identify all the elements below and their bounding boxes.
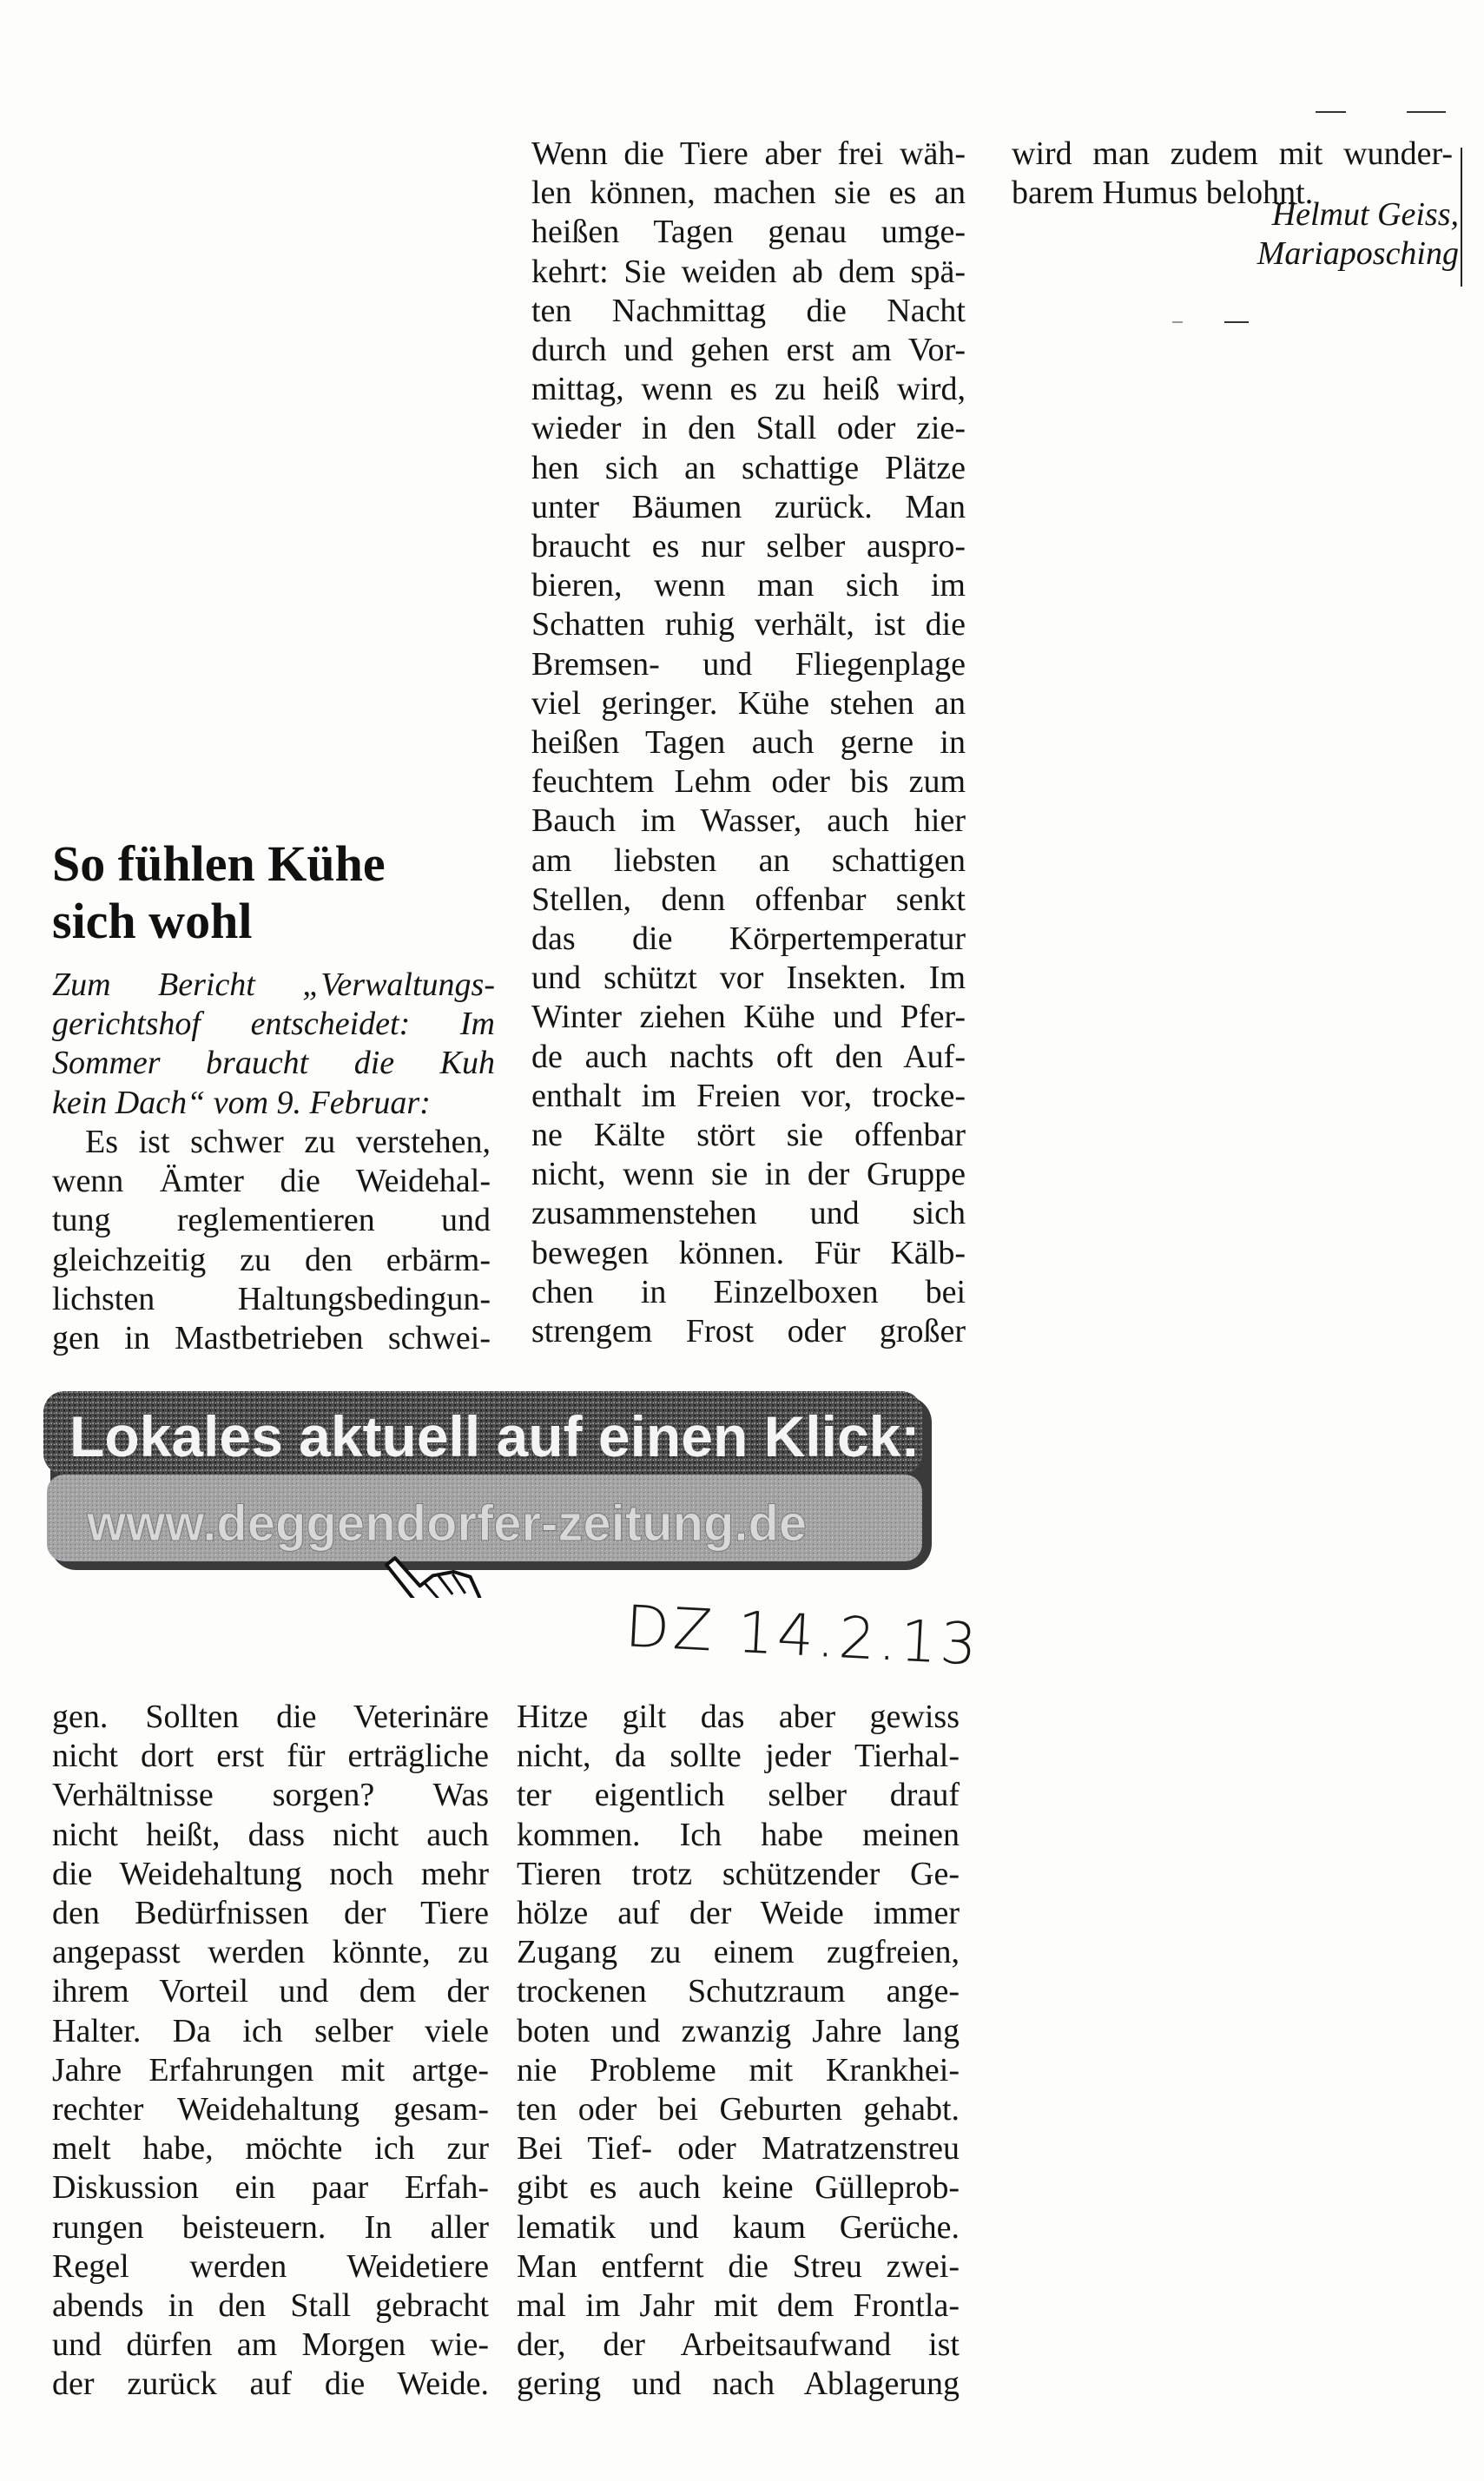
- handwritten-date-note: DZ 14.2.13: [623, 1593, 982, 1679]
- text-line: ten oder bei Geburten gehabt.: [517, 2091, 960, 2128]
- reference-line: Sommer braucht die Kuh: [52, 1045, 495, 1082]
- text-line: ten Nachmittag die Nacht: [531, 292, 966, 329]
- text-line: feuchtem Lehm oder bis zum: [531, 763, 966, 801]
- reference-line: kein Dach“ vom 9. Februar:: [52, 1084, 431, 1121]
- text-line: mittag, wenn es zu heiß wird,: [531, 371, 966, 408]
- text-line: zusammenstehen und sich: [531, 1195, 966, 1232]
- text-line: hölze auf der Weide immer: [517, 1895, 960, 1932]
- text-line: wenn Ämter die Weidehal-: [52, 1163, 491, 1200]
- text-line: heißen Tagen genau umge-: [531, 214, 966, 251]
- text-line: ihrem Vorteil und dem der: [52, 1973, 489, 2010]
- crop-mark: [1316, 111, 1346, 113]
- author-location: Mariaposching: [1256, 235, 1459, 272]
- text-line: wieder in den Stall oder zie-: [531, 410, 966, 447]
- text-line: mal im Jahr mit dem Frontla-: [517, 2287, 960, 2325]
- text-line: Wenn die Tiere aber frei wäh-: [531, 135, 966, 172]
- headline-line: sich wohl: [52, 893, 253, 949]
- text-line: ne Kälte stört sie offenbar: [531, 1117, 966, 1154]
- text-line: Stellen, denn offenbar senkt: [531, 881, 966, 918]
- text-line: nicht heißt, dass nicht auch: [52, 1816, 489, 1853]
- column-rule: [1461, 148, 1462, 287]
- text-line: heißen Tagen auch gerne in: [531, 724, 966, 762]
- text-line: Tieren trotz schützender Ge-: [517, 1855, 960, 1892]
- text-line: tung reglementieren und: [52, 1202, 491, 1239]
- text-line: hen sich an schattige Plätze: [531, 449, 966, 486]
- text-line: durch und gehen erst am Vor-: [531, 332, 966, 369]
- text-line: die Weidehaltung noch mehr: [52, 1855, 489, 1892]
- reference-line: Zum Bericht „Verwaltungs-: [52, 967, 495, 1003]
- website-banner[interactable]: [35, 1391, 946, 1598]
- text-line: Verhältnisse sorgen? Was: [52, 1777, 489, 1814]
- text-line: Diskussion ein paar Erfah-: [52, 2169, 489, 2207]
- text-line: das die Körpertemperatur: [531, 920, 966, 958]
- text-line: kehrt: Sie weiden ab dem spä-: [531, 253, 966, 290]
- text-line: chen in Einzelboxen bei: [531, 1273, 966, 1310]
- reference-line: gerichtshof entscheidet: Im: [52, 1006, 495, 1043]
- text-line: der, der Arbeitsaufwand ist: [517, 2326, 960, 2364]
- banner-slogan: Lokales aktuell auf einen Klick:: [69, 1404, 920, 1468]
- text-line: trockenen Schutzraum ange-: [517, 1973, 960, 2010]
- text-line: Bauch im Wasser, auch hier: [531, 802, 966, 840]
- article-reference: [52, 966, 495, 1123]
- text-line: gen. Sollten die Veterinäre: [52, 1699, 489, 1735]
- text-line: Es ist schwer zu verstehen,: [85, 1124, 491, 1160]
- text-line: und schützt vor Insekten. Im: [531, 960, 966, 997]
- text-line: am liebsten an schattigen: [531, 841, 966, 879]
- column-1-top: [52, 1123, 491, 1358]
- text-line: gering und nach Ablagerung: [517, 2366, 960, 2403]
- text-line: der zurück auf die Weide.: [52, 2366, 489, 2403]
- text-line: braucht es nur selber auspro-: [531, 528, 966, 565]
- text-line: wird man zudem mit wunder-: [1012, 135, 1453, 172]
- crop-mark: [1172, 321, 1183, 323]
- text-line: angepasst werden könnte, zu: [52, 1934, 489, 1971]
- crop-mark: [1224, 321, 1249, 323]
- text-line: barem Humus belohnt.: [1012, 175, 1314, 212]
- text-line: Bremsen- und Fliegenplage: [531, 645, 966, 683]
- text-line: lichsten Haltungsbedingun-: [52, 1280, 491, 1317]
- author-name: Helmut Geiss,: [1271, 196, 1459, 233]
- text-line: Zugang zu einem zugfreien,: [517, 1934, 960, 1971]
- text-line: unter Bäumen zurück. Man: [531, 488, 966, 525]
- text-line: den Bedürfnissen der Tiere: [52, 1895, 489, 1932]
- text-line: Hitze gilt das aber gewiss: [517, 1699, 960, 1735]
- author-signature: [1025, 195, 1459, 274]
- crop-mark: [1407, 111, 1446, 113]
- text-line: bewegen können. Für Kälb-: [531, 1234, 966, 1271]
- text-line: de auch nachts oft den Auf-: [531, 1038, 966, 1075]
- text-line: Halter. Da ich selber viele: [52, 2012, 489, 2049]
- text-line: lematik und kaum Gerüche.: [517, 2208, 960, 2246]
- text-line: rungen beisteuern. In aller: [52, 2208, 489, 2246]
- text-line: bieren, wenn man sich im: [531, 567, 966, 604]
- text-line: kommen. Ich habe meinen: [517, 1816, 960, 1853]
- text-line: Regel werden Weidetiere: [52, 2247, 489, 2285]
- text-line: rechter Weidehaltung gesam-: [52, 2091, 489, 2128]
- banner-url[interactable]: www.deggendorfer-zeitung.de: [87, 1495, 808, 1552]
- text-line: Winter ziehen Kühe und Pfer-: [531, 999, 966, 1036]
- text-line: abends in den Stall gebracht: [52, 2287, 489, 2325]
- text-line: gleichzeitig zu den erbärm-: [52, 1241, 491, 1278]
- article-headline: [52, 835, 504, 950]
- text-line: nie Probleme mit Krankhei-: [517, 2051, 960, 2088]
- text-line: nicht, wenn sie in der Gruppe: [531, 1156, 966, 1193]
- text-line: gibt es auch keine Gülleprob-: [517, 2169, 960, 2207]
- text-line: und dürfen am Morgen wie-: [52, 2326, 489, 2364]
- column-1-bottom: [52, 1698, 489, 2405]
- text-line: viel geringer. Kühe stehen an: [531, 684, 966, 722]
- text-line: len können, machen sie es an: [531, 175, 966, 212]
- text-line: nicht, da sollte jeder Tierhal-: [517, 1738, 960, 1775]
- text-line: Schatten ruhig verhält, ist die: [531, 606, 966, 643]
- text-line: ter eigentlich selber drauf: [517, 1777, 960, 1814]
- column-2-top: [531, 135, 966, 1351]
- text-line: Bei Tief- oder Matratzenstreu: [517, 2130, 960, 2168]
- text-line: nicht dort erst für erträgliche: [52, 1738, 489, 1775]
- text-line: Man entfernt die Streu zwei-: [517, 2247, 960, 2285]
- headline-line: So fühlen Kühe: [52, 835, 386, 892]
- text-line: gen in Mastbetrieben schwei-: [52, 1320, 491, 1357]
- text-line: Jahre Erfahrungen mit artge-: [52, 2051, 489, 2088]
- text-line: melt habe, möchte ich zur: [52, 2130, 489, 2168]
- text-line: enthalt im Freien vor, trocke-: [531, 1077, 966, 1114]
- text-line: boten und zwanzig Jahre lang: [517, 2012, 960, 2049]
- text-line: strengem Frost oder großer: [531, 1313, 966, 1350]
- column-2-bottom: [517, 1698, 960, 2405]
